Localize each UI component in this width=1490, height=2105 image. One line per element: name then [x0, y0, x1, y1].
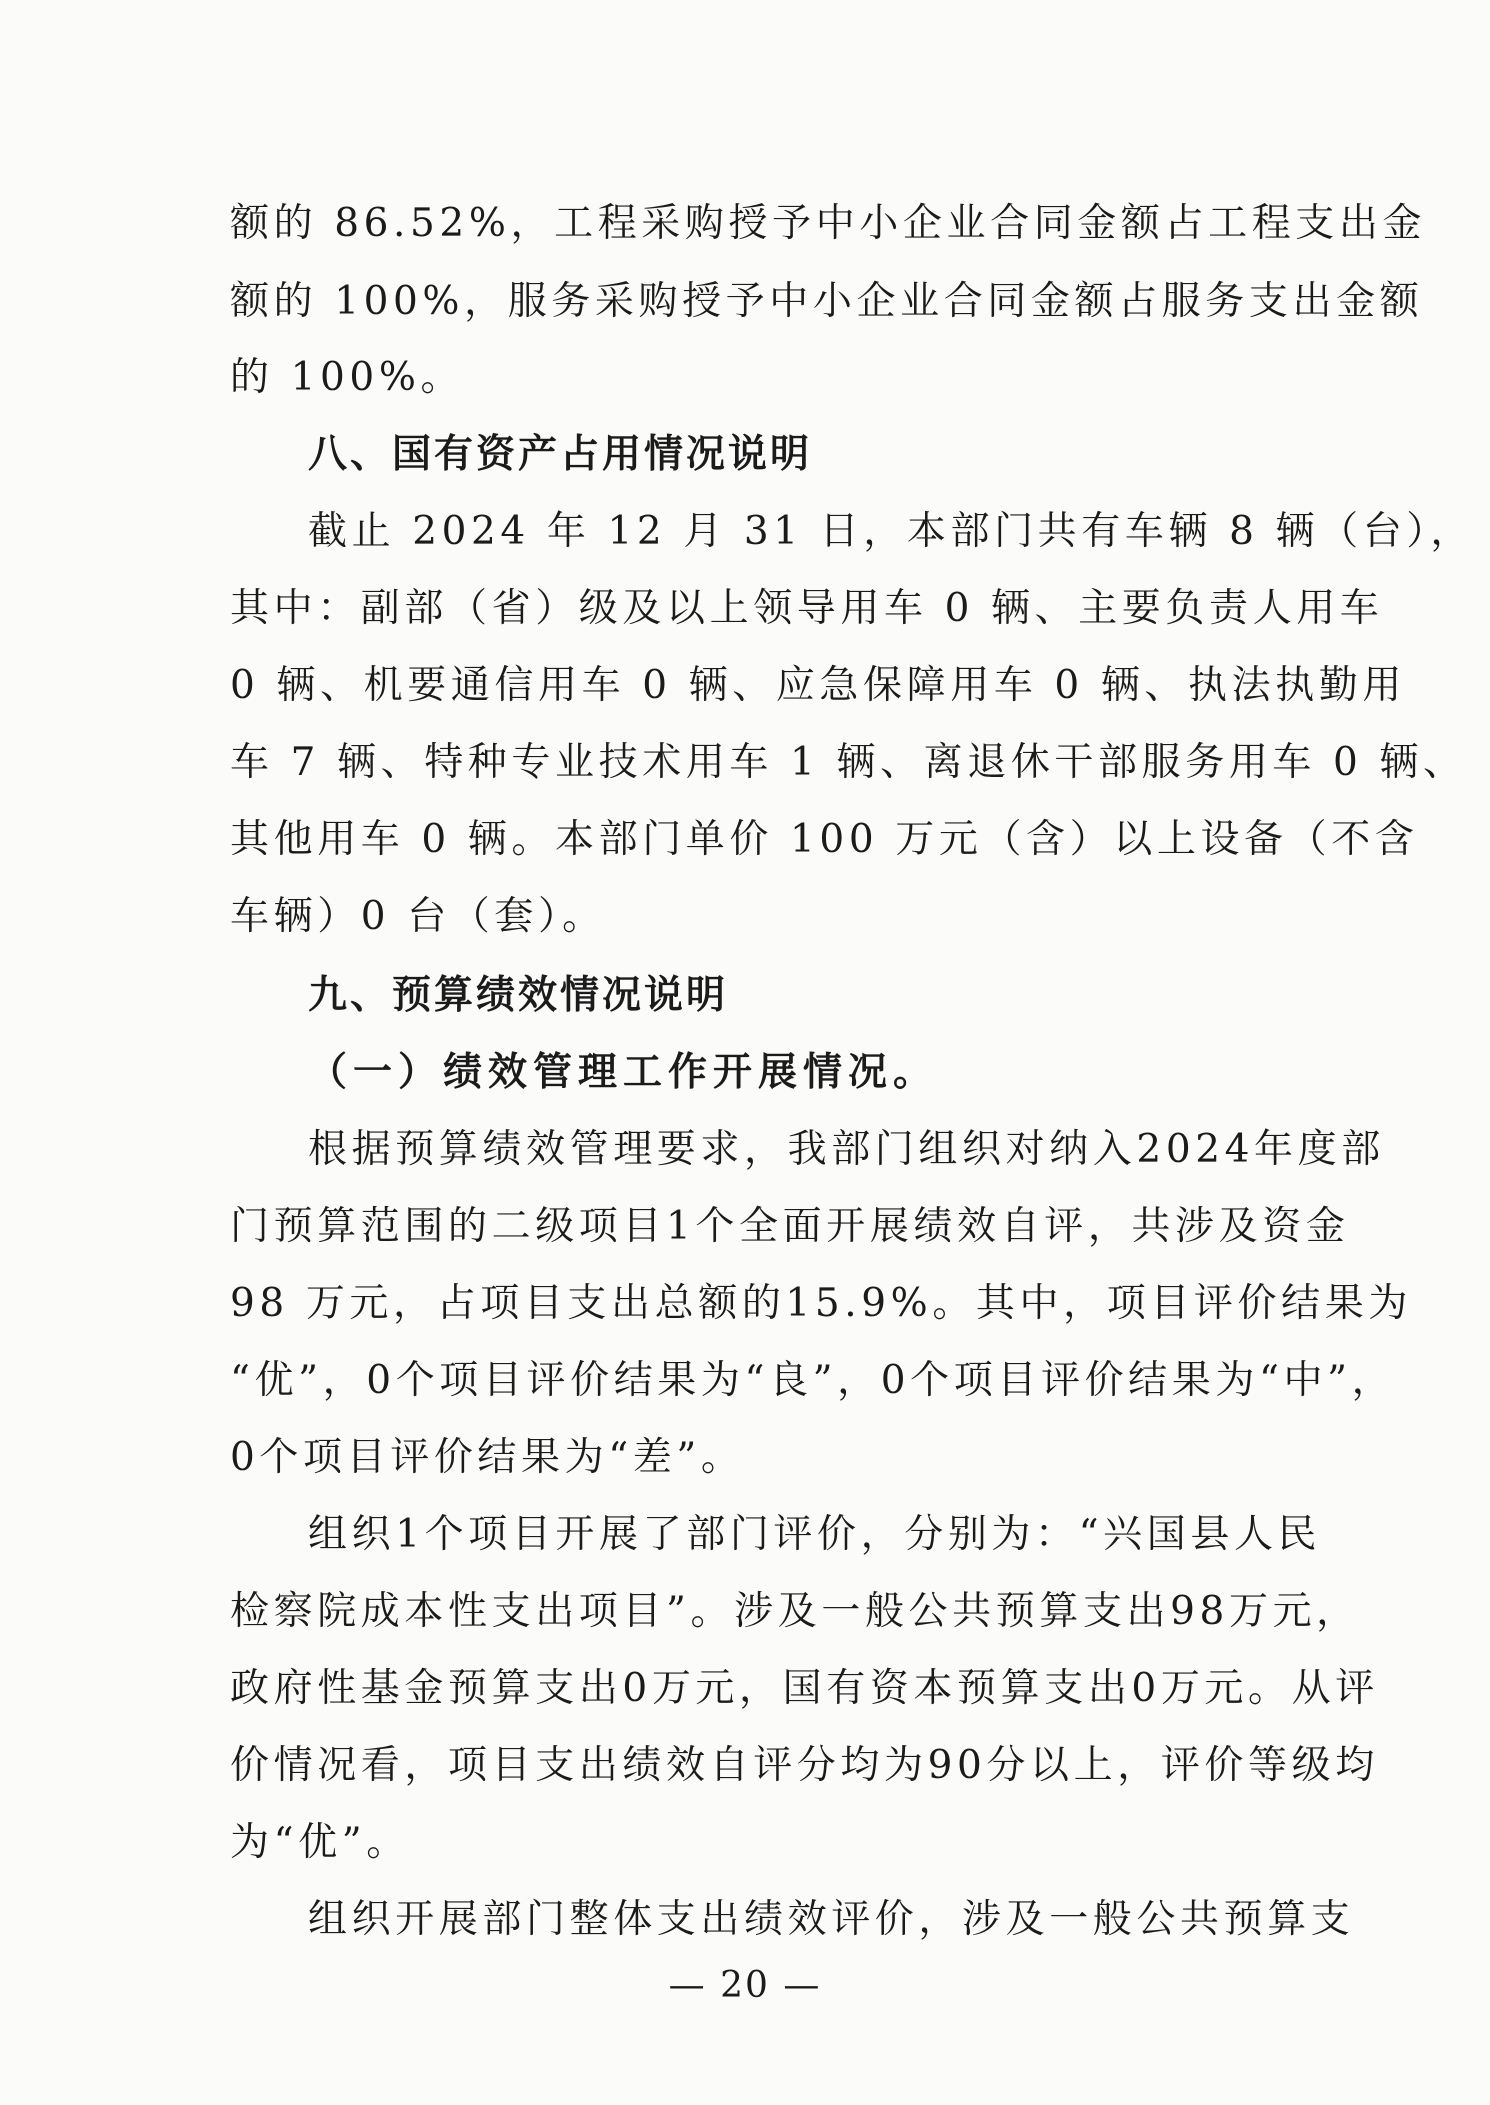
paragraph-line: 根据预算绩效管理要求，我部门组织对纳入2024年度部: [308, 1127, 1385, 1172]
paragraph-line: 的 100%。: [230, 355, 465, 400]
paragraph-line: 其中：副部（省）级及以上领导用车 0 辆、主要负责人用车: [230, 586, 1384, 631]
paragraph-line: “优”，0个项目评价结果为“良”，0个项目评价结果为“中”，: [230, 1358, 1396, 1403]
paragraph-line: 组织开展部门整体支出绩效评价，涉及一般公共预算支: [308, 1897, 1355, 1942]
paragraph-line: 政府性基金预算支出0万元，国有资本预算支出0万元。从评: [230, 1666, 1379, 1711]
paragraph-line: 额的 100%，服务采购授予中小企业合同金额占服务支出金额: [230, 279, 1424, 324]
paragraph-line: 额的 86.52%，工程采购授予中小企业合同金额占工程支出金: [230, 201, 1427, 246]
paragraph-line: 组织1个项目开展了部门评价，分别为：“兴国县人民: [308, 1512, 1322, 1557]
section-heading-9: 九、预算绩效情况说明: [308, 973, 729, 1018]
paragraph-line: 价情况看，项目支出绩效自评分均为90分以上，评价等级均: [230, 1743, 1379, 1788]
paragraph-line: 车 7 辆、特种专业技术用车 1 辆、离退休干部服务用车 0 辆、: [230, 740, 1467, 785]
paragraph-line: 0个项目评价结果为“差”。: [230, 1435, 745, 1480]
paragraph-line: 为“优”。: [230, 1820, 410, 1865]
paragraph-line: 98 万元，占项目支出总额的15.9%。其中，项目评价结果为: [230, 1281, 1412, 1326]
paragraph-line: 截止 2024 年 12 月 31 日，本部门共有车辆 8 辆（台），: [308, 509, 1474, 554]
paragraph-line: 检察院成本性支出项目”。涉及一般公共预算支出98万元，: [230, 1589, 1360, 1634]
paragraph-line: 车辆）0 台（套）。: [230, 894, 606, 939]
paragraph-line: 门预算范围的二级项目1个全面开展绩效自评，共涉及资金: [230, 1204, 1350, 1249]
subsection-heading-1: （一）绩效管理工作开展情况。: [308, 1050, 939, 1095]
paragraph-line: 其他用车 0 辆。本部门单价 100 万元（含）以上设备（不含: [230, 817, 1419, 862]
section-heading-8: 八、国有资产占用情况说明: [308, 432, 813, 477]
page-number: — 20 —: [668, 1965, 822, 2006]
paragraph-line: 0 辆、机要通信用车 0 辆、应急保障用车 0 辆、执法执勤用: [230, 663, 1407, 708]
